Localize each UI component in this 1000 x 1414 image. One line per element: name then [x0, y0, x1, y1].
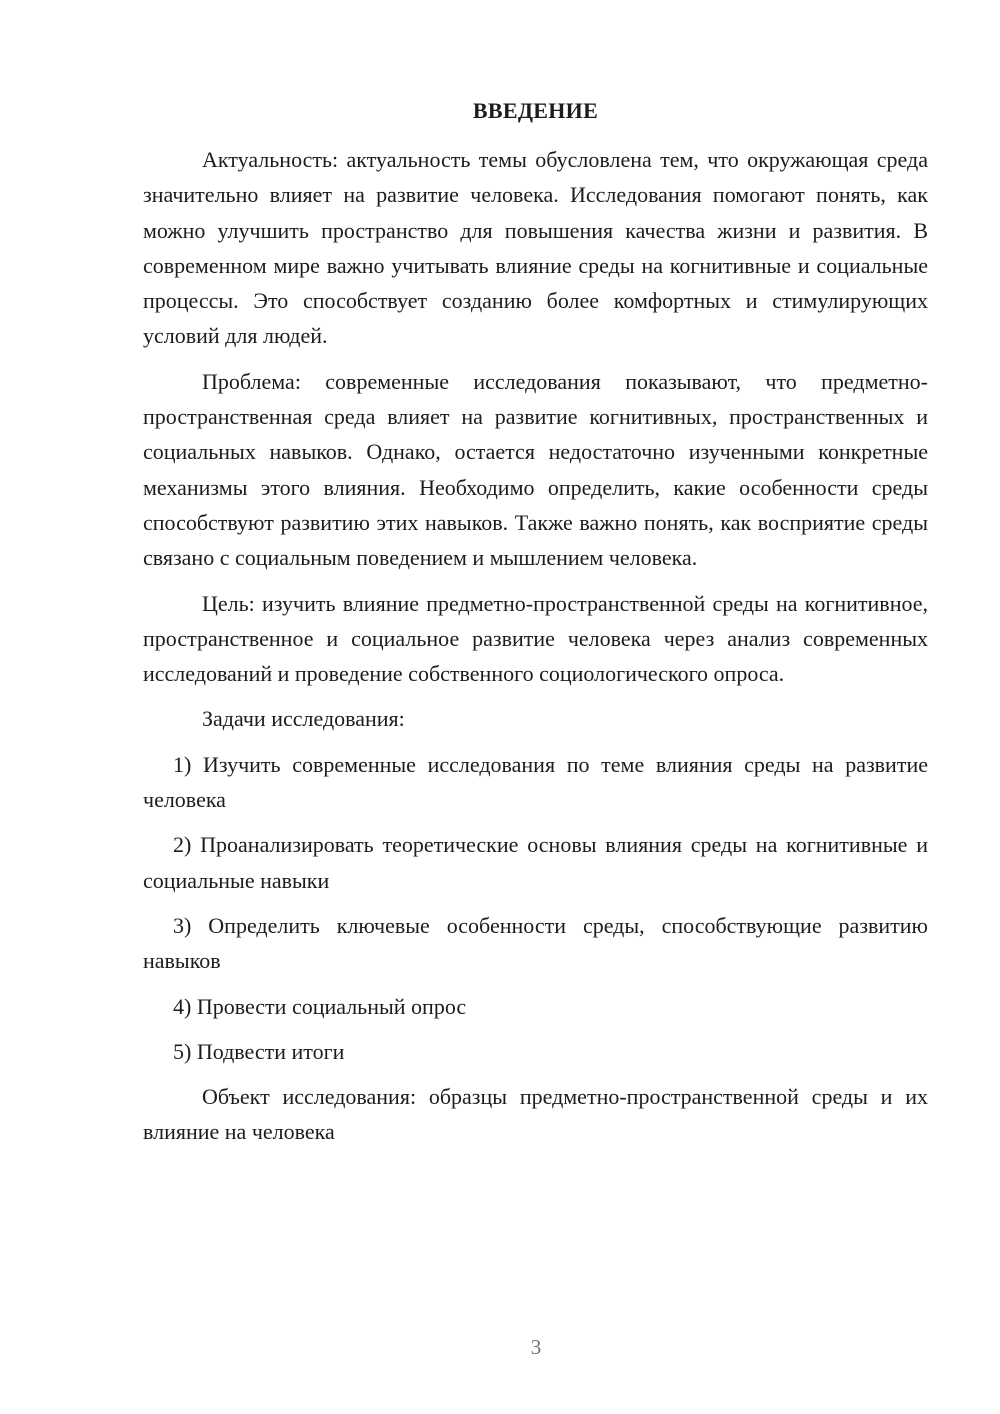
task-item-5: 5) Подвести итоги — [173, 1038, 345, 1064]
goal-paragraph: Цель: изучить влияние предметно-пространственной среды на когнитивное, пространственное и социальное развитие человека через анализ современных исследований и проведение собственного социологического опроса. — [143, 590, 928, 687]
task-item-1: 1) Изучить современные исследования по теме влияния среды на развитие человека — [143, 751, 928, 813]
task-item-2: 2) Проанализировать теоретические основы влияния среды на когнитивные и социальные навыки — [143, 832, 928, 893]
task-item-3: 3) Определить ключевые особенности среды, способствующие развитию навыков — [143, 912, 928, 974]
relevance-paragraph: Актуальность: актуальность темы обусловлена тем, что окружающая среда значительно влияет на развитие человека. Исследования помогают понять, как можно улучшить пространство для повышения качества жизни и развития. В современном мире важно учитывать влияние среды на когнитивные и социальные процессы. Это способствует созданию более комфортных и стимулирующих условий для людей. — [143, 147, 928, 349]
tasks-heading: Задачи исследования: — [202, 706, 405, 732]
task-item-4: 4) Провести социальный опрос — [173, 993, 467, 1019]
problem-paragraph: Проблема: современные исследования показывают, что предметно-пространственная среда влияет на развитие когнитивных, пространственных и социальных навыков. Однако, остается недостаточно изученными конкретные механизмы этого влияния. Необходимо определить, какие особенности среды способствуют развитию этих навыков. Также важно понять, как восприятие среды связано с социальным поведением и мышлением человека. — [143, 368, 928, 571]
page-number: 3 — [530, 1335, 542, 1359]
page-title: ВВЕДЕНИЕ — [472, 98, 599, 123]
document-body — [143, 142, 928, 1156]
object-paragraph: Объект исследования: образцы предметно-пространственной среды и их влияние на человека — [143, 1084, 928, 1145]
